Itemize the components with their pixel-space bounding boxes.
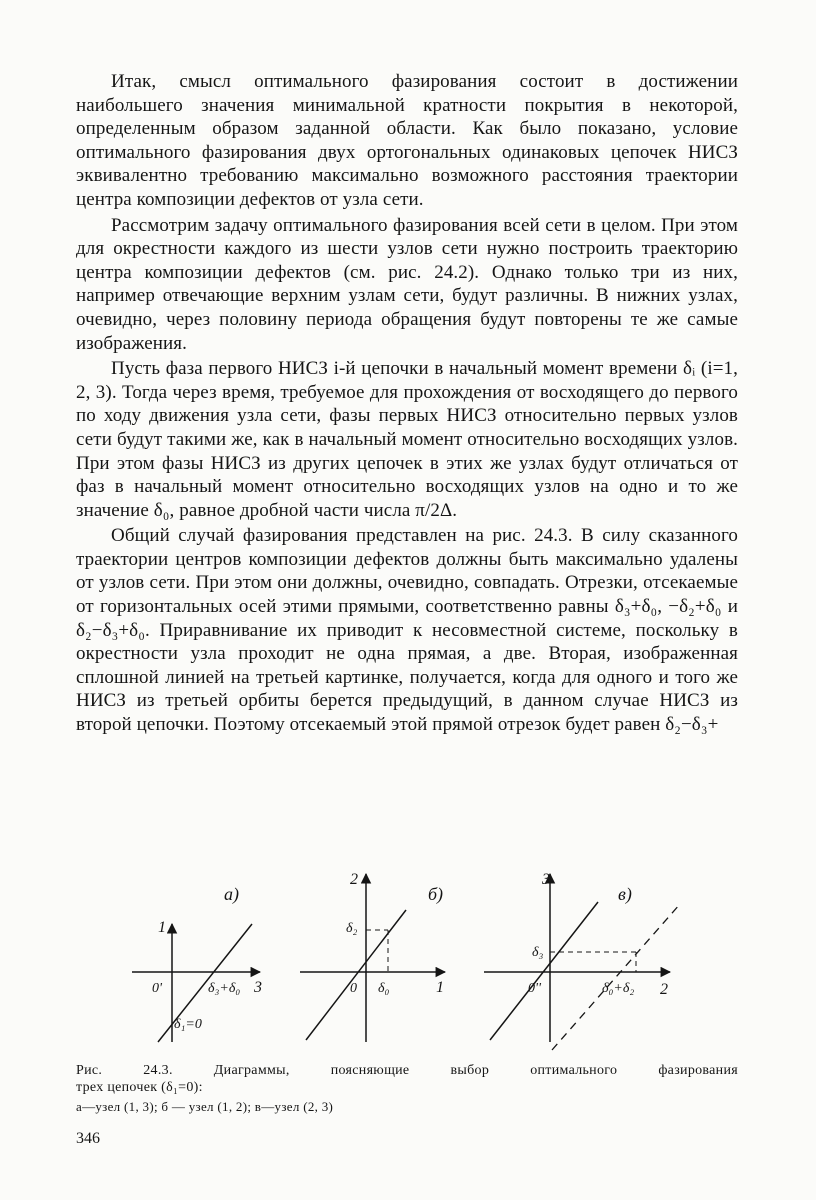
paragraph-2: Рассмотрим задачу оптимального фазирования всей сети в целом. При этом для окрестности каждого из шести узлов сети нужно построить траекторию центра композиции дефектов (см. рис. 24.2). Однако только три из них, например отвечающие верхним узлам сети, будут различны. В нижних узлах, очевидно, через половину периода обращения будут повторены те же самые изображения.	[76, 214, 738, 354]
diagram-a-y-axis-label: 1	[158, 919, 166, 936]
diagram-c-x-mark-label: δ₀+δ₂	[602, 981, 635, 996]
diagram-c-y-mark-label: δ₃	[532, 945, 544, 960]
diagram-c	[484, 871, 680, 1050]
diagram-a-x-axis-label: 3	[254, 979, 262, 996]
diagram-a-origin-label: 0'	[152, 981, 162, 996]
diagram-c-solid-trajectory	[490, 902, 598, 1040]
figure-caption	[76, 1062, 738, 1115]
diagram-b	[300, 871, 445, 1042]
diagram-c-origin-label: 0''	[528, 981, 541, 996]
diagram-b-y-axis-label: 2	[350, 871, 358, 888]
diagram-c-y-axis-label: 3	[542, 871, 550, 888]
diagram-c-panel-label: в)	[618, 884, 632, 904]
diagram-b-x-mark-label: δ₀	[378, 981, 390, 996]
diagram-b-origin-label: 0	[350, 981, 357, 996]
diagram-a-intercept-label: δ₃+δ₀	[208, 981, 241, 996]
diagram-c-dashed-trajectory	[552, 904, 680, 1050]
body-text	[76, 70, 738, 739]
caption-title: Рис. 24.3. Диаграммы, поясняющие выбор оптимального фазирования	[76, 1063, 738, 1078]
figure-24-3	[110, 864, 770, 1064]
caption-subtitle: трех цепочек (δ₁=0):	[76, 1080, 203, 1095]
page-number: 346	[76, 1130, 100, 1147]
caption-legend: а—узел (1, 3); б — узел (1, 2); в—узел (2, 3)	[76, 1099, 334, 1114]
diagram-a-panel-label: а)	[224, 884, 239, 904]
diagram-c-x-axis-label: 2	[660, 981, 668, 998]
paragraph-1: Итак, смысл оптимального фазирования состоит в достижении наибольшего значения минимальной кратности покрытия в некоторой, определенным образом заданной области. Как было показано, условие оптимального фазирования двух ортогональных одинаковых цепочек НИСЗ эквивалентно требованию максимально возможного расстояния траектории центра композиции дефектов от узла сети.	[76, 71, 738, 210]
diagram-b-y-mark-label: δ₂	[346, 921, 358, 936]
paragraph-4: Общий случай фазирования представлен на рис. 24.3. В силу сказанного траектории центров композиции дефектов должны быть максимально удалены от узлов сети. При этом они должны, очевидно, совпадать. Отрезки, отсекаемые от горизонтальных осей этими прямыми, соответственно равны δ₃+δ₀, −δ₂+δ₀ и δ₂−δ₃+δ₀. Приравнивание их приводит к несовместной системе, поскольку в окрестности узла проходит не одна прямая, а две. Вторая, изображенная сплошной линией на третьей картинке, получается, когда для одного и того же НИСЗ из третьей орбиты берется предыдущий, в данном случае НИСЗ из второй цепочки. Поэтому отсекаемый этой прямой отрезок будет равен δ₂−δ₃+	[76, 525, 738, 736]
paragraph-3: Пусть фаза первого НИСЗ i-й цепочки в начальный момент времени δᵢ (i=1, 2, 3). Тогда через время, требуемое для прохождения от восходящего до первого по ходу движения узла сети, фазы первых НИСЗ относительно первых узлов сети будут такими же, как в начальный момент относительно восходящих узлов. При этом фазы НИСЗ из других цепочек в этих же узлах будут отличаться от фаз в начальный момент относительно восходящих узлов на одно и то же значение δ₀, равное дробной части числа π/2Δ.	[76, 358, 738, 521]
diagram-b-x-axis-label: 1	[436, 979, 444, 996]
diagram-svg	[110, 864, 770, 1064]
diagram-a-line-label: δ₁=0	[174, 1017, 202, 1032]
diagram-b-panel-label: б)	[428, 884, 444, 904]
diagram-a	[132, 884, 262, 1042]
